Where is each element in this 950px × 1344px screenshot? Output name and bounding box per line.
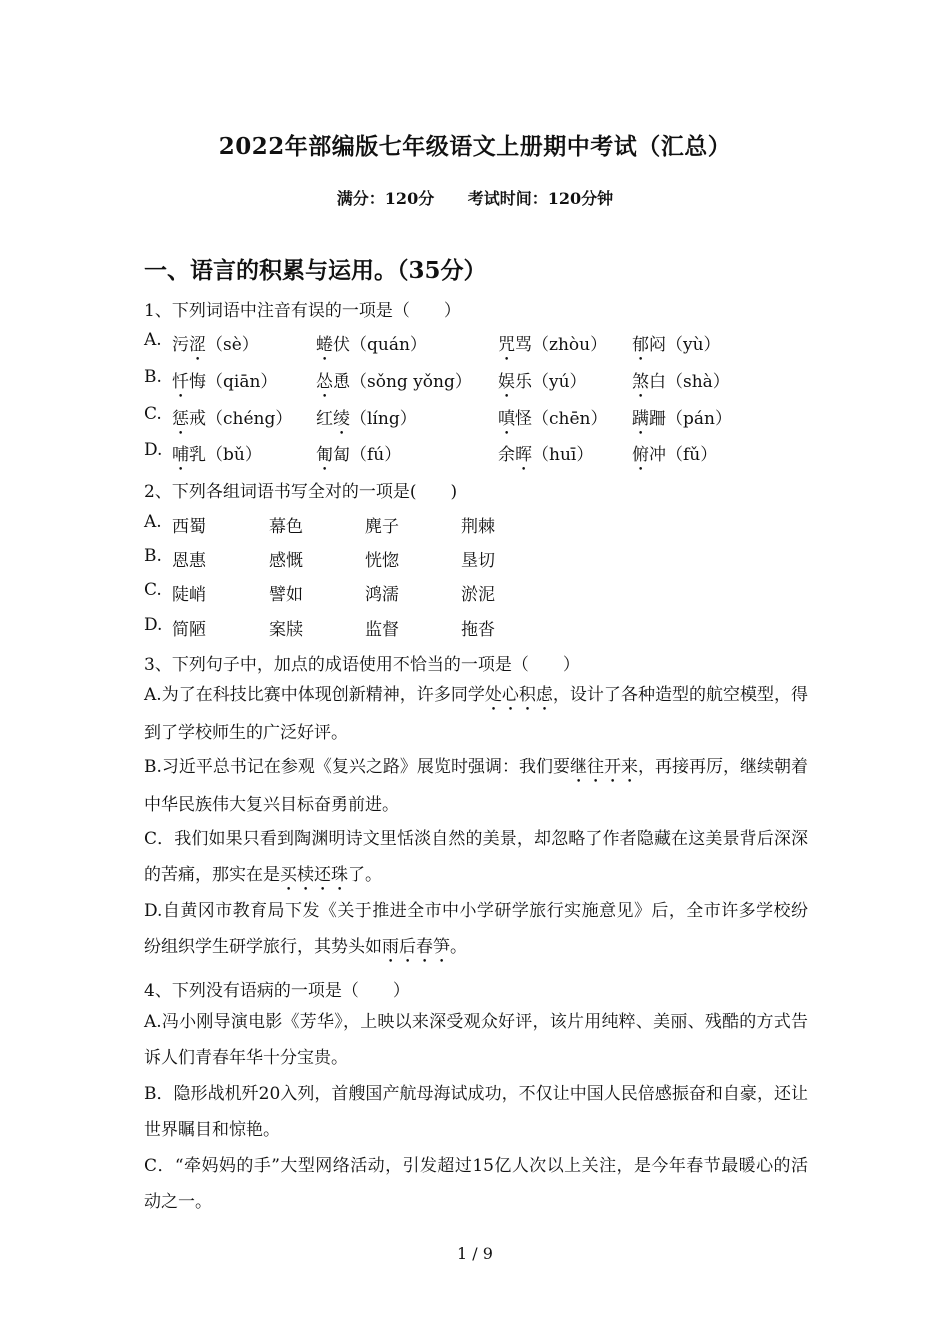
q3-c-text: C．我们如果只看到陶渊明诗文里恬淡自然的美景，却忽略了作者隐藏在这美景背后深深的苦痛，那实在是 <box>144 829 808 885</box>
q4-option-c: C．“牵妈妈的手”大型网络活动，引发超过15亿人次以上关注，是今年春节最暖心的活动之一。 <box>144 1156 808 1212</box>
dotted-char: 晖 <box>515 445 532 465</box>
option-label: D. <box>144 440 163 460</box>
section-heading: 一、语言的积累与运用。（35分） <box>144 257 487 284</box>
q3-b-idiom: 继往开来 <box>569 757 638 777</box>
option-label: A. <box>144 330 162 350</box>
word-suffix: 跚（pán） <box>649 409 732 429</box>
option-label: C. <box>144 580 162 600</box>
option-label: B. <box>144 367 162 387</box>
q3-option-a <box>144 677 808 751</box>
dotted-char: 哺 <box>172 445 189 465</box>
dotted-char: 煞 <box>632 372 649 392</box>
option-label: B. <box>144 546 162 566</box>
q1-word <box>632 330 721 365</box>
q1-word <box>316 404 417 439</box>
q1-word <box>632 404 732 439</box>
q2-word: 案牍 <box>269 620 303 640</box>
q2-word: 麂子 <box>365 517 399 537</box>
q1-word <box>498 404 607 439</box>
q1-word <box>316 330 427 365</box>
q2-word: 恍惚 <box>365 551 399 571</box>
dotted-char: 绫 <box>333 409 350 429</box>
dotted-char: 嗔 <box>498 409 515 429</box>
dotted-char: 蹒 <box>632 409 649 429</box>
q2-word: 拖沓 <box>461 620 495 640</box>
q3-a-text-end: ，设计了各种造型的航空模型，得到了学校师生的广泛好评。 <box>144 685 809 743</box>
exam-time: 考试时间：120分钟 <box>467 189 614 208</box>
q1-word <box>316 367 472 402</box>
word-prefix: 红 <box>316 409 333 429</box>
q1-word <box>498 367 587 402</box>
q2-word: 淤泥 <box>461 585 495 605</box>
q2-word: 西蜀 <box>172 517 206 537</box>
dotted-char: 匍 <box>316 445 333 465</box>
q3-d-text: D.自黄冈市教育局下发《关于推进全市中小学研学旅行实施意见》后，全市许多学校纷纷组织学生研学旅行，其势头如 <box>144 901 808 957</box>
dotted-char: 忏 <box>172 372 189 392</box>
q3-c-text-end: 了。 <box>348 865 382 885</box>
q3-c-idiom: 买椟还珠 <box>280 865 348 885</box>
q2-word: 垦切 <box>461 551 495 571</box>
q3-b-text-end: ，再接再厉，继续朝着中华民族伟大复兴目标奋勇前进。 <box>144 757 809 815</box>
q1-word <box>498 440 593 475</box>
q2-word: 荆棘 <box>461 517 495 537</box>
word-suffix: 怪（chēn） <box>515 409 608 429</box>
word-suffix: （sè） <box>206 335 259 355</box>
q2-word: 简陋 <box>172 620 206 640</box>
page-number: 1 / 9 <box>457 1244 493 1263</box>
q1-word <box>172 367 277 402</box>
q1-word <box>498 330 607 365</box>
option-label: D. <box>144 615 163 635</box>
q1-word <box>172 440 262 475</box>
q1-word <box>316 440 401 475</box>
q3-b-text: B.习近平总书记在参观《复兴之路》展览时强调：我们要 <box>144 757 570 777</box>
word-suffix: 恿（sǒng yǒng） <box>333 372 472 392</box>
option-label: C. <box>144 404 162 424</box>
dotted-char: 俯 <box>632 445 649 465</box>
q3-stem: 3、下列句子中，加点的成语使用不恰当的一项是（ ） <box>144 655 580 675</box>
word-suffix: 匐（fú） <box>333 445 402 465</box>
q1-word <box>632 367 730 402</box>
word-prefix: 污 <box>172 335 189 355</box>
option-label: A. <box>144 512 162 532</box>
q2-word: 感慨 <box>269 551 303 571</box>
word-suffix: （huī） <box>532 445 594 465</box>
q1-word <box>172 404 292 439</box>
q4-option-b: B．隐形战机歼20入列，首艘国产航母海试成功，不仅让中国人民倍感振奋和自豪，还让世界瞩目和惊艳。 <box>144 1084 808 1140</box>
document-title: 2022年部编版七年级语文上册期中考试（汇总） <box>218 133 732 160</box>
q4-option-a: A.冯小刚导演电影《芳华》，上映以来深受观众好评，该片用纯粹、美丽、残酷的方式告诉人们青春年华十分宝贵。 <box>144 1012 808 1068</box>
word-suffix: 骂（zhòu） <box>515 335 608 355</box>
word-suffix: 伏（quán） <box>333 335 427 355</box>
q2-word: 恩惠 <box>172 551 206 571</box>
dotted-char: 郁 <box>632 335 649 355</box>
word-suffix: 闷（yù） <box>649 335 721 355</box>
q2-word: 譬如 <box>269 585 303 605</box>
q2-word: 幕色 <box>269 517 303 537</box>
dotted-char: 涩 <box>189 335 206 355</box>
q2-stem: 2、下列各组词语书写全对的一项是( ) <box>144 482 458 502</box>
exam-info <box>0 186 950 209</box>
q2-word: 陡峭 <box>172 585 206 605</box>
q3-option-b <box>144 749 808 823</box>
dotted-char: 惩 <box>172 409 189 429</box>
dotted-char: 怂 <box>316 372 333 392</box>
word-suffix: 悔（qiān） <box>189 372 278 392</box>
q3-option-d <box>144 893 808 967</box>
word-suffix: 冲（fǔ） <box>649 445 718 465</box>
q3-a-text: A.为了在科技比赛中体现创新精神，许多同学 <box>144 685 485 705</box>
word-suffix: 戒（chéng） <box>189 409 293 429</box>
dotted-char: 娱 <box>498 372 515 392</box>
q3-option-c <box>144 821 808 895</box>
word-prefix: 余 <box>498 445 515 465</box>
q1-stem: 1、下列词语中注音有误的一项是（ ） <box>144 301 461 321</box>
word-suffix: 乳（bǔ） <box>189 445 262 465</box>
q2-word: 监督 <box>365 620 399 640</box>
q2-word: 鸿濡 <box>365 585 399 605</box>
q1-word <box>632 440 717 475</box>
q1-word <box>172 330 259 365</box>
q3-d-text-end: 。 <box>450 937 467 957</box>
word-suffix: 白（shà） <box>649 372 730 392</box>
q3-d-idiom: 雨后春笋 <box>382 937 450 957</box>
q4-stem: 4、下列没有语病的一项是（ ） <box>144 981 410 1001</box>
q3-a-idiom: 处心积虑 <box>484 685 553 705</box>
full-score: 满分：120分 <box>336 189 435 208</box>
word-suffix: 乐（yú） <box>515 372 587 392</box>
dotted-char: 蜷 <box>316 335 333 355</box>
dotted-char: 咒 <box>498 335 515 355</box>
word-suffix: （líng） <box>350 409 417 429</box>
